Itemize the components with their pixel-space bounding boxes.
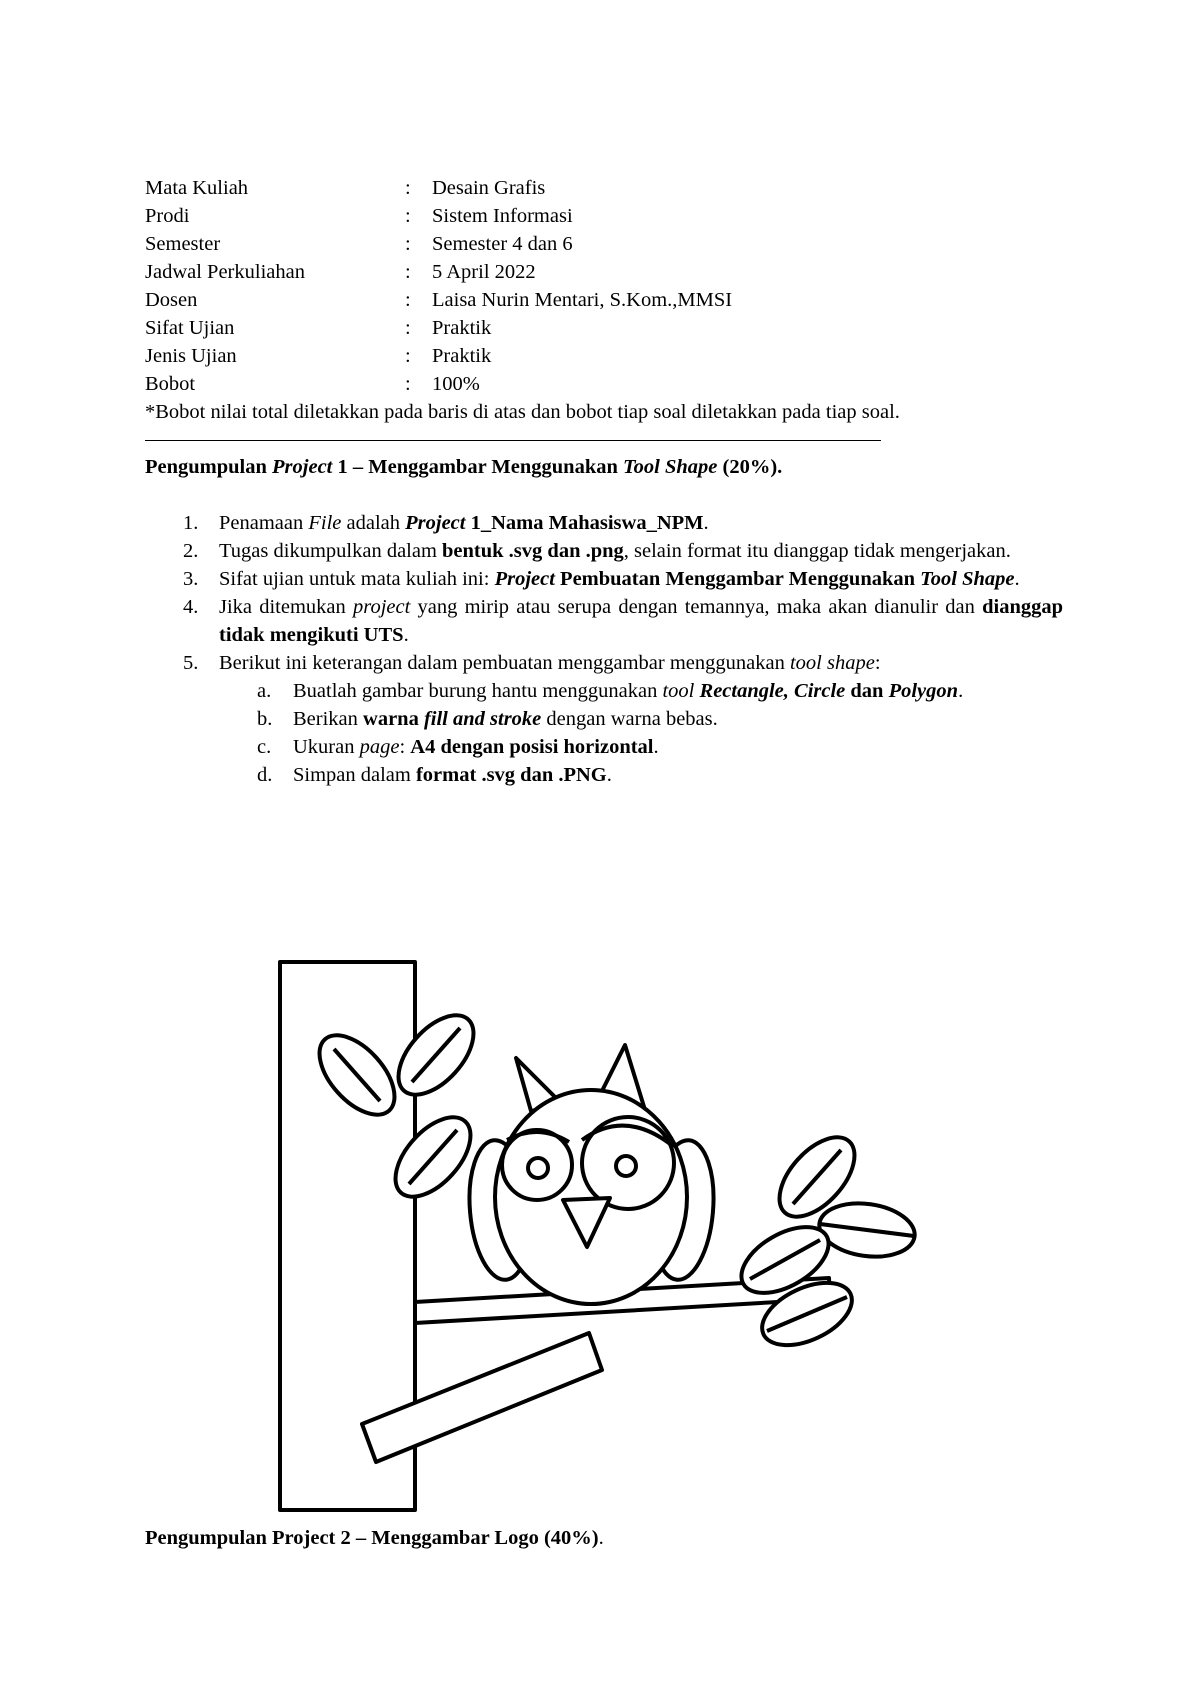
item-text: Sifat ujian untuk mata kuliah ini: [219,568,495,590]
item-text: , selain format itu dianggap tidak mengerjakan. [623,540,1011,562]
info-colon: : [405,177,411,199]
info-value: Praktik [432,345,492,367]
item-text: Penamaan [219,512,309,534]
item-bold-italic: Tool Shape [920,568,1015,590]
info-colon: : [405,205,411,227]
info-value: 100% [432,373,480,395]
info-row [145,314,732,342]
info-value: 5 April 2022 [432,261,536,283]
horizontal-divider [145,440,881,441]
owl-right-pupil [616,1156,636,1176]
item-italic: project [353,596,411,618]
list-item [183,509,1063,537]
info-value: Desain Grafis [432,177,546,199]
item-text: Berikan [293,708,364,730]
item-text: Berikut ini keterangan dalam pembuatan menggambar menggunakan [219,652,790,674]
sub-item-letter: a. [257,680,272,702]
document-body [145,174,1063,789]
heading-text: Pengumpulan [145,456,273,478]
heading-italic: Project [272,456,333,478]
sub-list-item [257,761,1063,789]
sub-list-item [257,705,1063,733]
info-value: Sistem Informasi [432,205,573,227]
info-key: Sifat Ujian [145,317,235,339]
sub-item-letter: d. [257,764,273,786]
item-text: dengan warna bebas. [541,708,718,730]
item-number: 4. [183,596,199,618]
item-text: : [874,652,881,674]
weight-note: *Bobot nilai total diletakkan pada baris di atas dan bobot tiap soal diletakkan pada tiap soal. [145,401,900,423]
heading-italic: Tool Shape [623,456,718,478]
info-colon: : [405,345,411,367]
item-text: Jika ditemukan [219,596,353,618]
list-item [183,649,1063,789]
item-text: . [653,736,659,758]
item-text: . [1014,568,1020,590]
info-colon: : [405,373,411,395]
info-key: Bobot [145,373,196,395]
project1-heading [145,453,1063,481]
heading-text: . [598,1527,604,1549]
item-text: : [399,736,411,758]
item-bold-italic: fill and stroke [423,708,542,730]
item-text: . [606,764,612,786]
info-colon: : [405,233,411,255]
list-item [183,565,1063,593]
item-bold-italic: Project [405,512,466,534]
item-text: . [703,512,709,534]
item-bold: format .svg dan .PNG [415,764,607,786]
info-row [145,202,732,230]
item-bold: A4 dengan posisi horizontal [410,736,654,758]
item-text: Buatlah gambar burung hantu menggunakan [293,680,663,702]
info-row [145,258,732,286]
info-value: Praktik [432,317,492,339]
item-bold: dan [845,680,889,702]
item-text: adalah [341,512,406,534]
item-number: 5. [183,652,199,674]
item-number: 2. [183,540,199,562]
item-text: . [958,680,964,702]
leaf [816,1198,918,1263]
item-bold-italic: Rectangle, Circle [699,680,846,702]
info-key: Semester [145,233,221,255]
item-italic: tool [662,680,695,702]
item-text: . [403,624,409,646]
item-text: Tugas dikumpulkan dalam [219,540,443,562]
list-item [183,537,1063,565]
item-text: yang mirip atau serupa dengan temannya, maka akan dianulir dan [410,596,983,618]
item-italic: File [308,512,342,534]
info-key: Jadwal Perkuliahan [145,261,305,283]
item-number: 1. [183,512,199,534]
info-colon: : [405,289,411,311]
course-info-table [145,174,732,398]
item-text: Ukuran [293,736,360,758]
info-key: Jenis Ujian [145,345,237,367]
list-item [183,593,1063,649]
item-bold-italic: Polygon [888,680,959,702]
project2-heading [145,1524,604,1552]
sub-item-letter: b. [257,708,273,730]
instruction-list [145,509,1063,789]
item-bold: warna [363,708,419,730]
info-row [145,342,732,370]
heading-text: Pengumpulan Project 2 – Menggambar Logo (40%) [145,1527,599,1549]
info-key: Prodi [145,205,190,227]
info-row [145,370,732,398]
info-value: Laisa Nurin Mentari, S.Kom.,MMSI [432,289,733,311]
info-key: Dosen [145,289,198,311]
sub-list-item [257,733,1063,761]
owl-illustration [270,950,920,1530]
info-key: Mata Kuliah [145,177,249,199]
item-bold-italic: Project [494,568,555,590]
info-row [145,230,732,258]
item-bold: Pembuatan Menggambar Menggunakan [554,568,921,590]
sub-list-item [257,677,1063,705]
item-bold: bentuk .svg dan .png [442,540,624,562]
info-value: Semester 4 dan 6 [432,233,573,255]
heading-text: (20%). [717,456,783,478]
item-number: 3. [183,568,199,590]
sub-list [219,677,1063,789]
owl-left-pupil [528,1158,548,1178]
info-row [145,286,732,314]
item-bold: 1_Nama Mahasiswa_NPM [465,512,704,534]
heading-text: 1 – Menggambar Menggunakan [332,456,624,478]
sub-item-letter: c. [257,736,272,758]
item-text: Simpan dalam [293,764,416,786]
info-row [145,174,732,202]
info-colon: : [405,317,411,339]
item-bold: dianggap tidak mengikuti UTS [219,596,1063,646]
info-colon: : [405,261,411,283]
item-italic: tool shape [789,652,875,674]
item-italic: page [359,736,400,758]
